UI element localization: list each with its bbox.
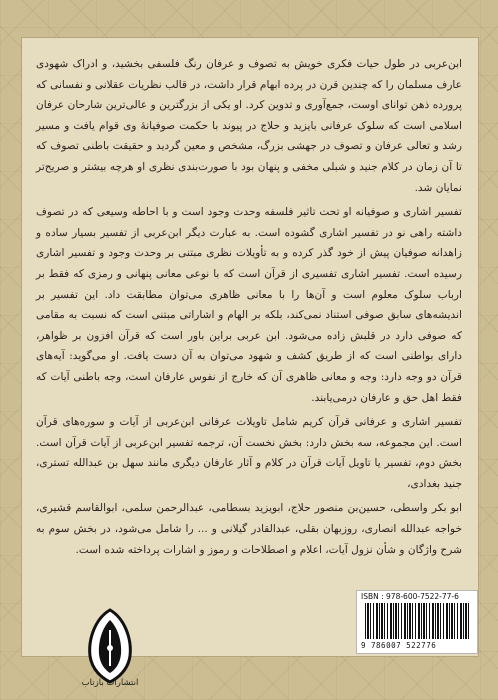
- isbn-label: ISBN : 978-600-7522-77-6: [361, 592, 459, 601]
- paragraph: تفسیر اشاری و عرفانی قرآن کریم شامل تاویلات عرفانی ابن‌عربی از آیات و سوره‌های قرآن است. این مجموعه، سه بخش دارد: بخش نخست آن، ترجمه تفسیر ابن‌عربی از آیات قرآن است. بخش دوم، تفسیر یا تاویل آیات قرآن در کلام و آثار عارفان دیگری مانند سهل بن عبدالله تستری، جنید بغدادی،: [36, 416, 462, 490]
- publisher-logo-text: انتشارات بازتاب: [81, 678, 139, 688]
- paragraph: تفسیر اشاری و صوفیانه او تحت تاثیر فلسفه وحدت وجود است و با احاطه وسیعی که در تصوف داشته راهی نو در تفسیر اشاری گشوده است. به عبارت دیگر ابن‌عربی از تفسیر بسیار ساده و زاهدانه صوفیان پیش از خود گذر کرده و به تأویلات نظری مبتنی بر وحدت وجود و تفسیر اشاری رسیده است. تفسیر اشاری تفسیری از قرآن است که با نوعی معانی پنهانی و رمزی که فقط بر ارباب سلوک معلوم است و آن‌ها را با معانی ظاهری می‌توان مطابقت داد. این تفسیر بر اندیشه‌های سابق صوفی استناد نمی‌کند، بلکه بر الهام و اشاراتی مبتنی است که نسبت به مقامی که صوفی دارد در قلبش زاده می‌شود. ابن عربی براین باور است که قرآن افزون بر ظواهر، دارای بواطنی است که از طریق کشف و شهود می‌توان به آن دست یافت. او می‌گوید: آیه‌های قرآن دو وجه دارد: وجه و معانی ظاهری آن که خارج از نفوس عارفان است، وجه باطنی آیات که فقط اهل حق و عارفان درمی‌یابند.: [36, 206, 462, 404]
- barcode-number: 9 786007 522776: [361, 641, 437, 650]
- paragraph: ابن‌عربی در طول حیات فکری خویش به تصوف و عرفان رنگ فلسفی بخشید، و ادراک شهودی عارف مسلمان را که چندین قرن در پرده ابهام قرار داشت، در قالب نظریات عقلانی و نفسانی که پرورده ذهن توانای اوست، جمع‌آوری و تدوین کرد. او یکی از بزرگترین و عالی‌ترین شارحان عرفان اسلامی است که سلوک عرفانی بایزید و حلاج در پیوند با حکمت صوفیانهٔ وی قوام یافت و مسیر رشد و تعالی عرفان و تصوف در جهشی بزرگ، مشخص و معین گردید و حقیقت باطنی تصوف که تا آن زمان در کلام جنید و شبلی مخفی و پنهان بود با صورت‌بندی نظری او هرچه بیشتر و صریح‌تر نمایان شد.: [36, 58, 462, 194]
- paragraph: ابو بکر واسطی، حسین‌بن منصور حلاج، ابویزید بسطامی، عبدالرحمن سلمی، ابوالقاسم قشیری، خواجه عبدالله انصاری، روزبهان بقلی، عبدالقادر گیلانی و ... را شامل می‌شود، در بخش سوم به شرح واژگان و شأن نزول آیات، اعلام و اصطلاحات و رموز و اشارات پرداخته شده است.: [36, 502, 462, 556]
- blurb-text: [36, 54, 462, 564]
- isbn-barcode-box: [356, 590, 478, 654]
- barcode-image: [365, 603, 469, 639]
